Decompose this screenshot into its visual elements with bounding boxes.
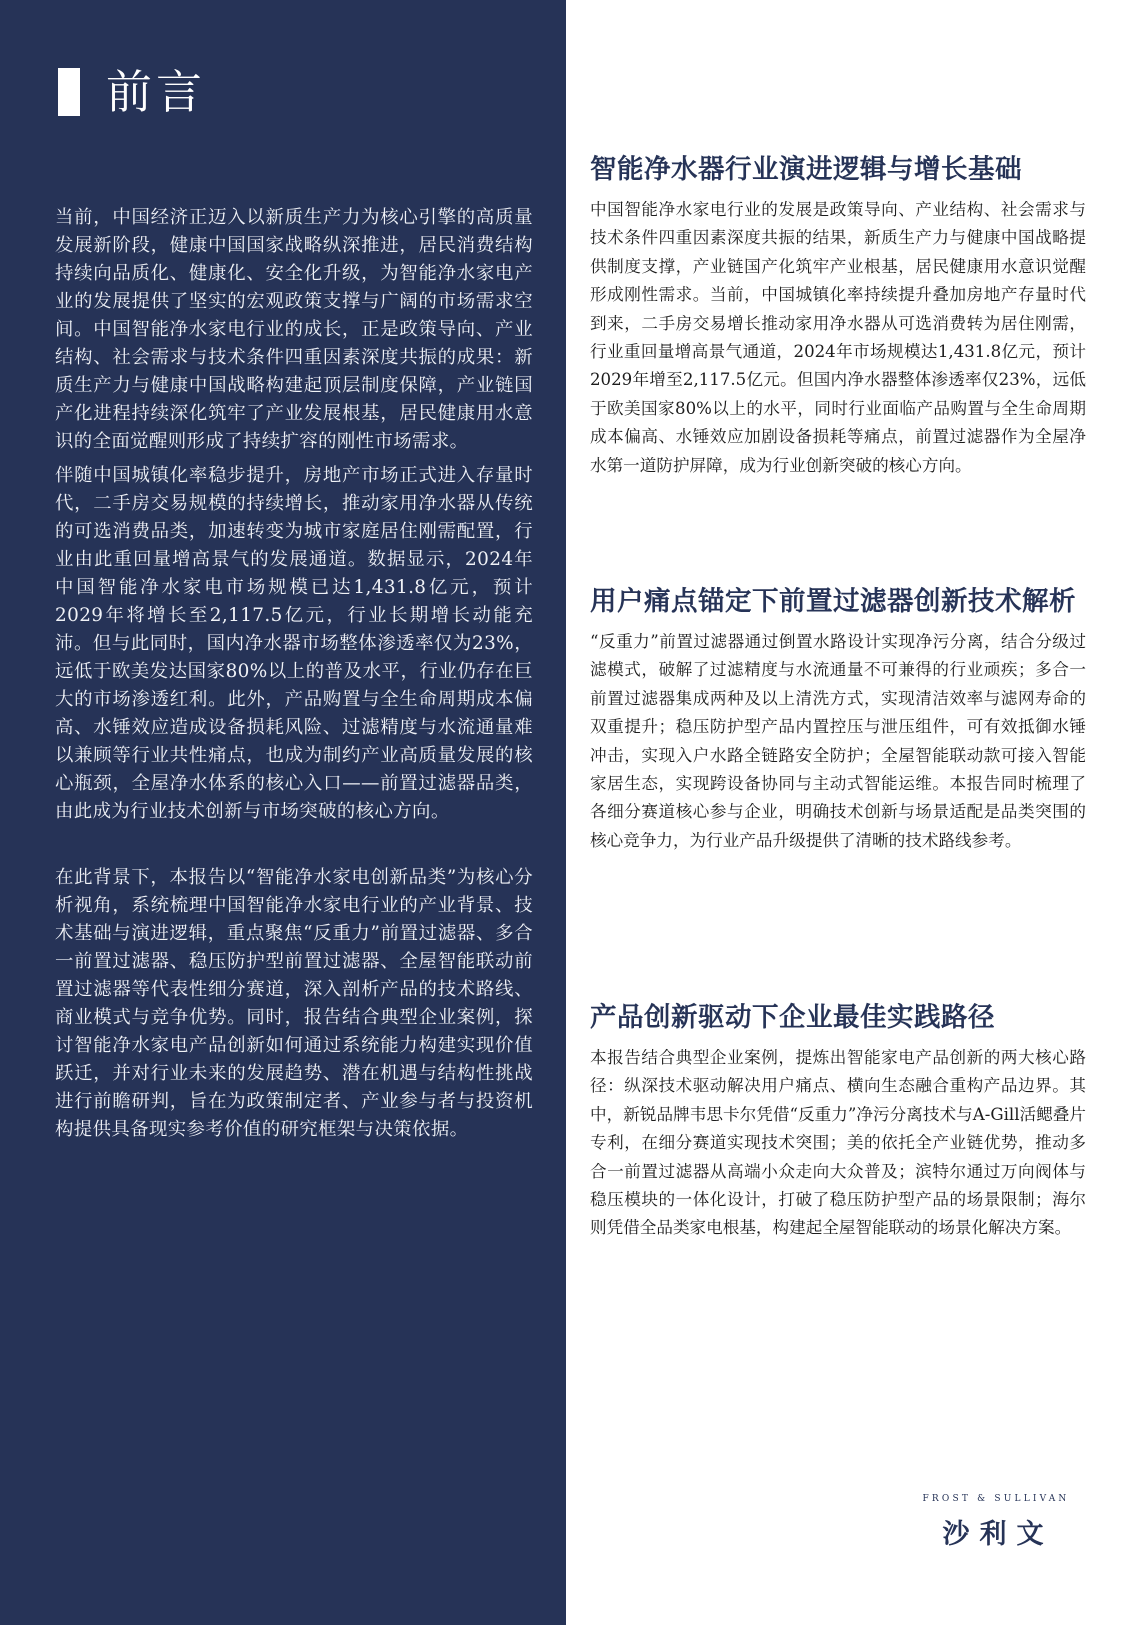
section-industry-evolution bbox=[590, 150, 1086, 480]
section-best-practice bbox=[590, 998, 1086, 1243]
frost-sullivan-logo bbox=[918, 1494, 1074, 1554]
logo-chinese-text: 沙利文 bbox=[942, 1519, 1054, 1550]
preface-paragraph-1: 当前，中国经济正迈入以新质生产力为核心引擎的高质量发展新阶段，健康中国国家战略纵深推进，居民消费结构持续向品质化、健康化、安全化升级，为智能净水家电产业的发展提供了坚实的宏观政策支撑与广阔的市场需求空间。中国智能净水家电行业的成长，正是政策导向、产业结构、社会需求与技术条件四重因素深度共振的成果：新质生产力与健康中国战略构建起顶层制度保障，产业链国产化进程持续深化筑牢了产业发展根基，居民健康用水意识的全面觉醒则形成了持续扩容的刚性市场需求。 bbox=[55, 207, 533, 452]
section-prefilter-technology bbox=[590, 582, 1086, 855]
section-body: 本报告结合典型企业案例，提炼出智能家电产品创新的两大核心路径：纵深技术驱动解决用户痛点、横向生态融合重构产品边界。其中，新锐品牌韦思卡尔凭借“反重力”净污分离技术与A-Gill活鳃叠片专利，在细分赛道实现技术突围；美的依托全产业链优势，推动多合一前置过滤器从高端小众走向大众普及；滨特尔通过万向阀体与稳压模块的一体化设计，打破了稳压防护型产品的场景限制；海尔则凭借全品类家电根基，构建起全屋智能联动的场景化解决方案。 bbox=[590, 1048, 1086, 1238]
section-body: “反重力”前置过滤器通过倒置水路设计实现净污分离，结合分级过滤模式，破解了过滤精度与水流通量不可兼得的行业顽疾；多合一前置过滤器集成两种及以上清洗方式，实现清洁效率与滤网寿命的双重提升；稳压防护型产品内置控压与泄压组件，可有效抵御水锤冲击，实现入户水路全链路安全防护；全屋智能联动款可接入智能家居生态，实现跨设备协同与主动式智能运维。本报告同时梳理了各细分赛道核心参与企业，明确技术创新与场景适配是品类突围的核心竞争力，为行业产品升级提供了清晰的技术路线参考。 bbox=[590, 632, 1086, 850]
page-title: 前言 bbox=[106, 65, 206, 119]
section-body: 中国智能净水家电行业的发展是政策导向、产业结构、社会需求与技术条件四重因素深度共振的结果，新质生产力与健康中国战略提供制度支撑，产业链国产化筑牢产业根基，居民健康用水意识觉醒形成刚性需求。当前，中国城镇化率持续提升叠加房地产存量时代到来，二手房交易增长推动家用净水器从可选消费转为居住刚需，行业重回量增高景气通道，2024年市场规模达1,431.8亿元，预计2029年增至2,117.5亿元。但国内净水器整体渗透率仅23%，远低于欧美国家80%以上的水平，同时行业面临产品购置与全生命周期成本偏高、水锤效应加剧设备损耗等痛点，前置过滤器作为全屋净水第一道防护屏障，成为行业创新突破的核心方向。 bbox=[590, 200, 1086, 475]
section-heading: 用户痛点锚定下前置过滤器创新技术解析 bbox=[590, 586, 1076, 617]
section-heading: 产品创新驱动下企业最佳实践路径 bbox=[590, 1002, 995, 1033]
preface-paragraph-3: 在此背景下，本报告以“智能净水家电创新品类”为核心分析视角，系统梳理中国智能净水家电行业的产业背景、技术基础与演进逻辑，重点聚焦“反重力”前置过滤器、多合一前置过滤器、稳压防护型前置过滤器、全屋智能联动前置过滤器等代表性细分赛道，深入剖析产品的技术路线、商业模式与竞争优势。同时，报告结合典型企业案例，探讨智能净水家电产品创新如何通过系统能力构建实现价值跃迁，并对行业未来的发展趋势、潜在机遇与结构性挑战进行前瞻研判，旨在为政策制定者、产业参与者与投资机构提供具备现实参考价值的研究框架与决策依据。 bbox=[55, 867, 533, 1140]
section-heading: 智能净水器行业演进逻辑与增长基础 bbox=[590, 154, 1022, 185]
logo-english-text: FROST & SULLIVAN bbox=[922, 1494, 1070, 1504]
preface-text-column bbox=[55, 204, 533, 1144]
preface-paragraph-2: 伴随中国城镇化率稳步提升，房地产市场正式进入存量时代，二手房交易规模的持续增长，推动家用净水器从传统的可选消费品类，加速转变为城市家庭居住刚需配置，行业由此重回量增高景气的发展通道。数据显示，2024年中国智能净水家电市场规模已达1,431.8亿元，预计2029年将增长至2,117.5亿元，行业长期增长动能充沛。但与此同时，国内净水器市场整体渗透率仅为23%，远低于欧美发达国家80%以上的普及水平，行业仍存在巨大的市场渗透红利。此外，产品购置与全生命周期成本偏高、水锤效应造成设备损耗风险、过滤精度与水流通量难以兼顾等行业共性痛点，也成为制约产业高质量发展的核心瓶颈，全屋净水体系的核心入口——前置过滤器品类，由此成为行业技术创新与市场突破的核心方向。 bbox=[55, 465, 533, 822]
title-accent-bar bbox=[58, 68, 80, 116]
